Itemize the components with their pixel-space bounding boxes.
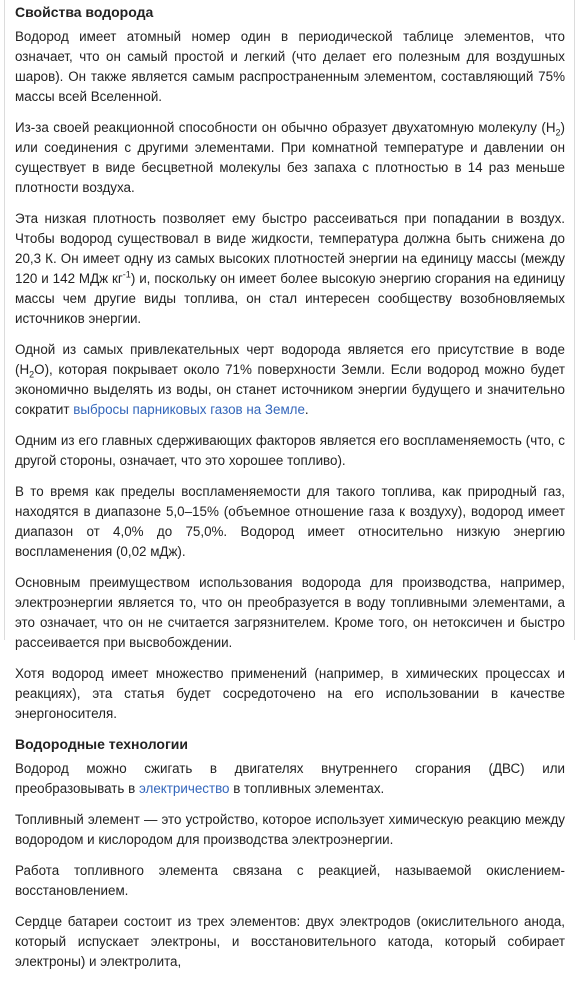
paragraph: Водород имеет атомный номер один в периодической таблице элементов, что означает, что он самый простой и легкий (что делает его полезным для воздушных шаров). Он также является самым распространенным элементом, составляющий 75% массы всей Вселенной. (15, 29, 565, 104)
paragraph: Хотя водород имеет множество применений (например, в химических процессах и реакциях), эта статья будет сосредоточено на его использовании в качестве энергоносителя. (15, 666, 565, 721)
paragraph: Эта низкая плотность позволяет ему быстро рассеиваться при попадании в воздух. Чтобы водород существовал в виде жидкости, температура должна быть снижена до 20,3 К. Он имеет одну из самых высоких плотностей энергии на единицу массы (между 120 и 142 МДж $кг^{-1}$) и, поскольку он имеет более высокую энергию сгорания на единицу массы чем другие виды топлива, он стал интересен сообществу возобновляемых источников энергии. (15, 211, 565, 326)
right-border (574, 0, 575, 640)
paragraph: Одной из самых привлекательных черт водорода является его присутствие в воде $(H_2O)$, которая покрывает около 71% поверхности Земли. Если водород можно будет экономично выделять из воды, он станет источником энергии будущего и значительно сократит выбросы парниковых газов на Земле. (15, 342, 565, 417)
greenhouse-emissions-link[interactable]: выбросы парниковых газов на Земле (73, 402, 305, 417)
paragraph: Основным преимуществом использования водорода для производства, например, электроэнергии является то, что он преобразуется в воду топливными элементами, а это означает, что он не считается загрязнителем. Кроме того, он нетоксичен и быстро рассеивается при высвобождении. (15, 575, 565, 650)
paragraph: В то время как пределы воспламеняемости для такого топлива, как природный газ, находятся в диапазоне 5,0–15% (объемное отношение газа к воздуху), водород имеет диапазон от 4,0% до 75,0%. Водород имеет относительно низкую энергию воспламенения (0,02 мДж). (15, 484, 565, 559)
electricity-link[interactable]: электричество (138, 781, 230, 796)
article-content (15, 3, 565, 983)
paragraph: Работа топливного элемента связана с реакцией, называемой окислением-восстановлением. (15, 863, 565, 898)
paragraph: Топливный элемент — это устройство, которое использует химическую реакцию между водородом и кислородом для производства электроэнергии. (15, 812, 565, 847)
paragraph: Из-за своей реакционной способности он обычно образует двухатомную молекулу $(H_2)$ или соединения с другими элементами. При комнатной температуре и давлении он существует в виде бесцветной молекулы без запаха с плотностью в 14 раз меньше плотности воздуха. (15, 120, 565, 195)
paragraph: Водород можно сжигать в двигателях внутреннего сгорания (ДВС) или преобразовывать в электричество в топливных элементах. (15, 761, 565, 796)
paragraph: Одним из его главных сдерживающих факторов является его воспламеняемость (что, с другой стороны, означает, что это хорошее топливо). (15, 433, 565, 468)
paragraph: Сердце батареи состоит из трех элементов: двух электродов (окислительного анода, который испускает электроны, и восстановительного катода, который собирает электроны) и электролита, (15, 914, 565, 969)
section-heading-hydrogen-properties: Свойства водорода (15, 4, 154, 20)
section-heading-hydrogen-technologies: Водородные технологии (15, 736, 189, 752)
left-border (4, 0, 5, 640)
